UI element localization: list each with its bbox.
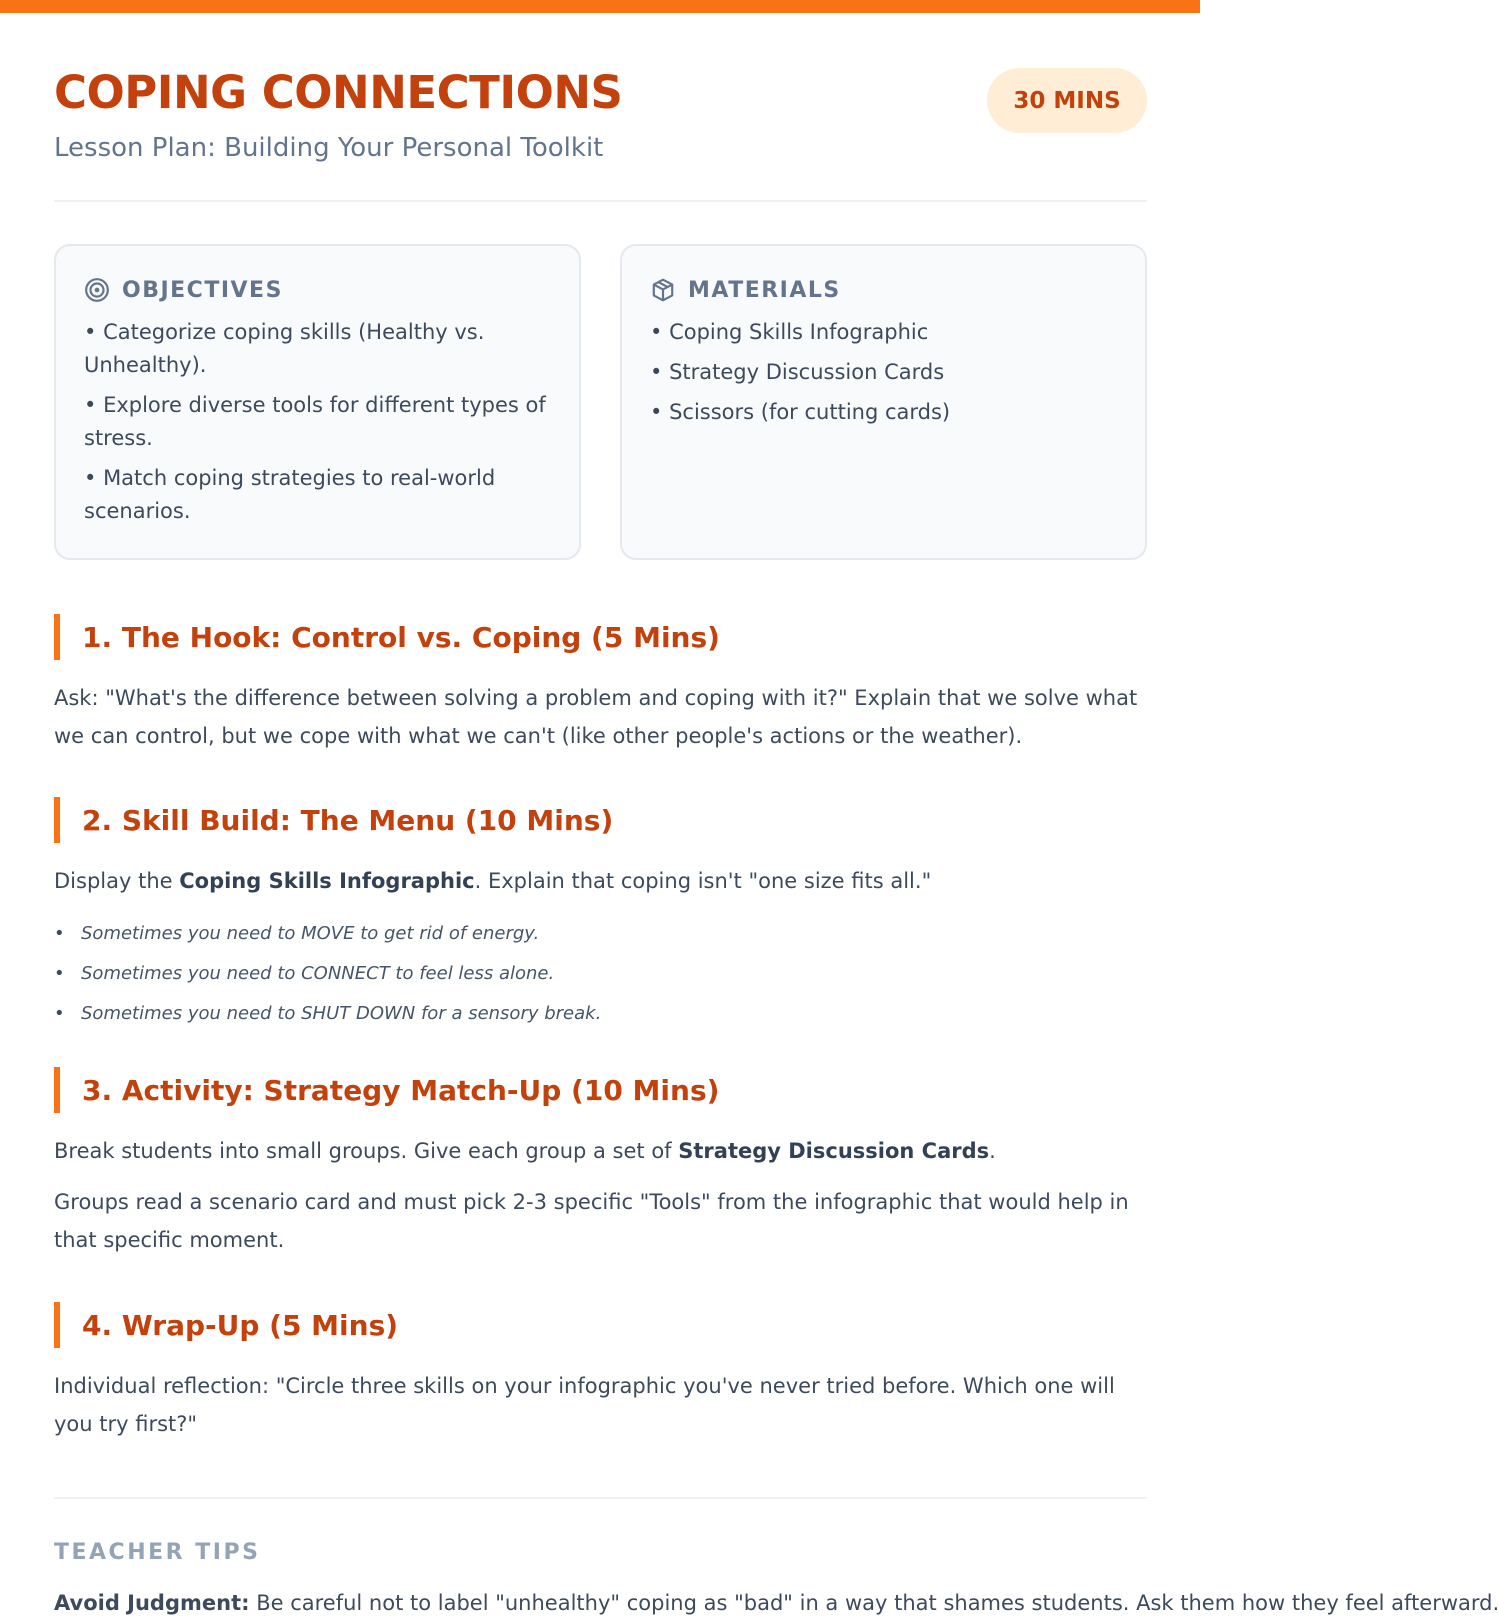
section-skill-title: 2. Skill Build: The Menu (10 Mins) xyxy=(82,803,614,837)
skill-bullet: • Sometimes you need to SHUT DOWN for a sensory break. xyxy=(54,994,601,1034)
skill-bullet: • Sometimes you need to CONNECT to feel less alone. xyxy=(54,954,601,994)
section-wrap-heading xyxy=(54,1302,398,1348)
section-hook-heading xyxy=(54,614,720,660)
section-wrap-title: 4. Wrap-Up (5 Mins) xyxy=(82,1308,399,1342)
skill-bullet-list xyxy=(54,914,601,1034)
section-hook-text: Ask: "What's the difference between solving a problem and coping with it?" Explain that we solve what we can control, but we cope with what we can't (like other people's actions or the weather). xyxy=(54,686,1138,748)
section-wrap-text: Individual reflection: "Circle three skills on your infographic you've never tried before. Which one will you try first?" xyxy=(54,1374,1115,1436)
section-hook-title: 1. The Hook: Control vs. Coping (5 Mins) xyxy=(82,620,720,654)
material-item: • Coping Skills Infographic xyxy=(650,320,929,344)
page-subtitle: Lesson Plan: Building Your Personal Toolkit xyxy=(54,133,604,163)
header-divider xyxy=(54,200,1147,202)
teacher-tips-title: TEACHER TIPS xyxy=(54,1540,261,1565)
section-activity-text-1: Break students into small groups. Give each group a set of Strategy Discussion Cards. xyxy=(54,1139,996,1163)
objectives-title: OBJECTIVES xyxy=(122,277,283,303)
section-skill-heading xyxy=(54,797,613,843)
box-icon xyxy=(650,277,676,303)
skill-bullet: • Sometimes you need to MOVE to get rid of energy. xyxy=(54,914,601,954)
top-accent-bar xyxy=(0,0,1200,13)
materials-list xyxy=(650,316,1117,429)
objective-item: • Categorize coping skills (Healthy vs. Unhealthy). xyxy=(84,320,485,377)
section-activity-text-2: Groups read a scenario card and must pick 2-3 specific "Tools" from the infographic that would help in that specific moment. xyxy=(54,1190,1129,1252)
tips-divider xyxy=(54,1497,1147,1499)
section-skill-text: Display the Coping Skills Infographic. Explain that coping isn't "one size fits all." xyxy=(54,869,932,893)
material-item: • Strategy Discussion Cards xyxy=(650,360,945,384)
section-activity-heading xyxy=(54,1067,719,1113)
section-activity-title: 3. Activity: Strategy Match-Up (10 Mins) xyxy=(82,1073,720,1107)
objective-item: • Explore diverse tools for different types of stress. xyxy=(84,393,546,450)
material-item: • Scissors (for cutting cards) xyxy=(650,400,951,424)
objective-item: • Match coping strategies to real-world scenarios. xyxy=(84,466,496,523)
teacher-tips-text: Avoid Judgment: Be careful not to label "unhealthy" coping as "bad" in a way that shames students. Ask them how they feel afterward. xyxy=(54,1591,1499,1615)
materials-title: MATERIALS xyxy=(688,277,841,303)
objectives-list xyxy=(84,316,551,528)
objectives-card xyxy=(54,244,581,560)
target-icon xyxy=(84,277,110,303)
page-title: COPING CONNECTIONS xyxy=(54,66,623,119)
infographic-emphasis: Coping Skills Infographic xyxy=(179,869,475,893)
materials-card xyxy=(620,244,1147,560)
duration-badge: 30 MINS xyxy=(987,68,1147,133)
cards-emphasis: Strategy Discussion Cards xyxy=(678,1139,990,1163)
